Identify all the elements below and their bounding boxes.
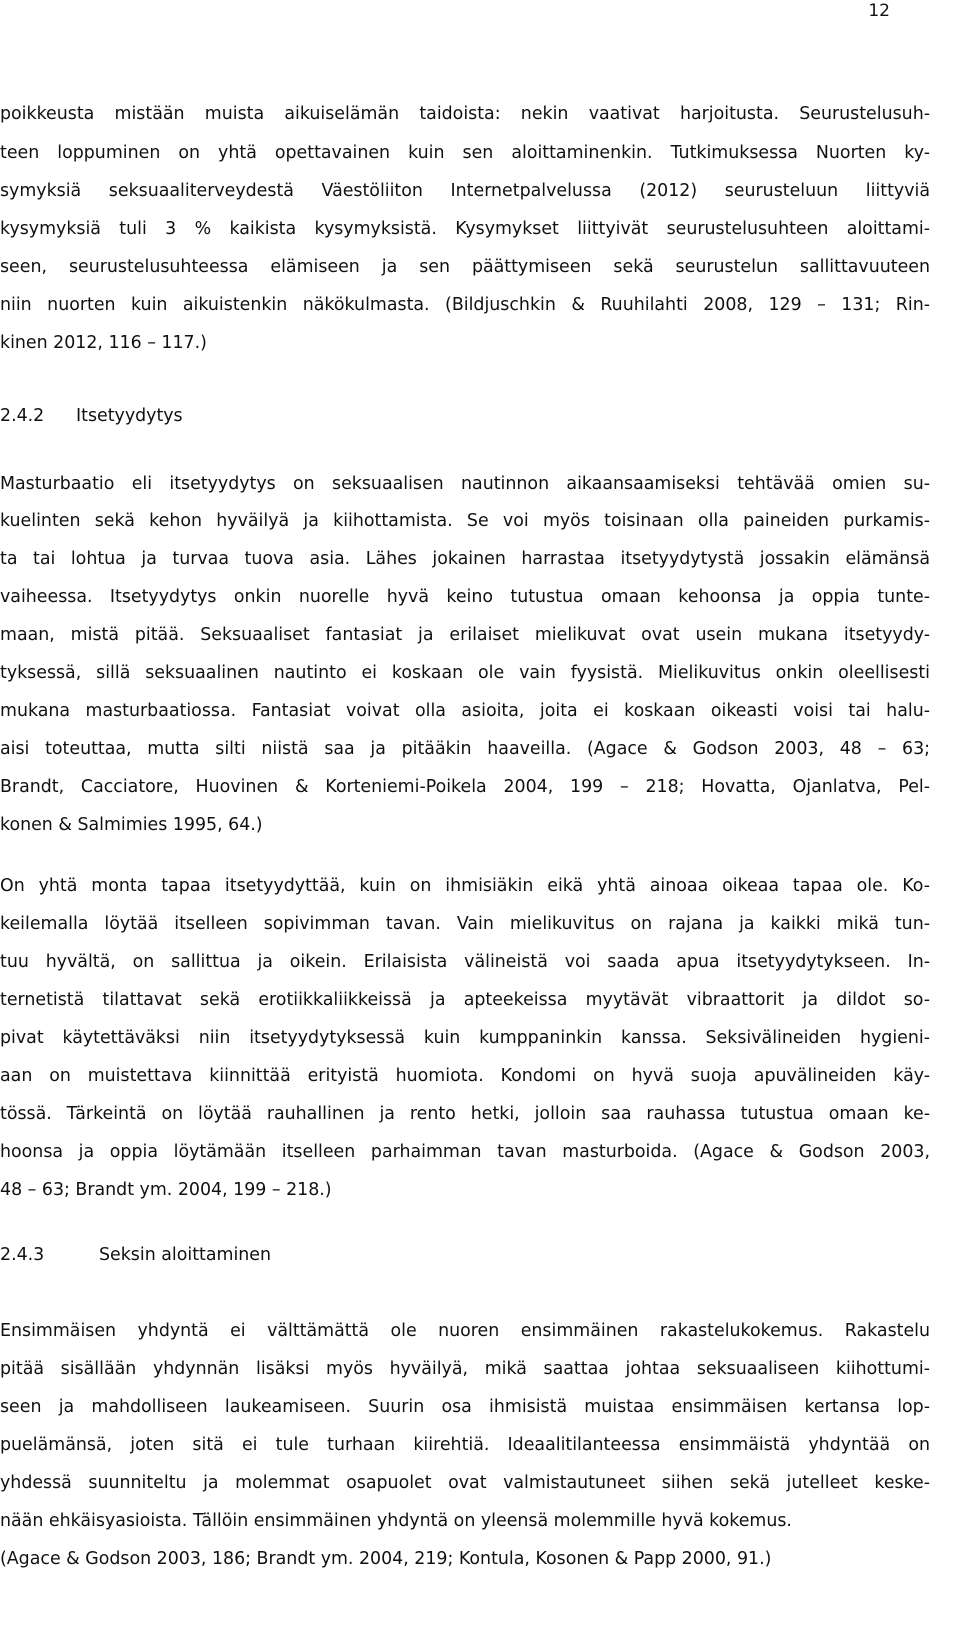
section-title: Seksin aloittaminen: [99, 1245, 272, 1265]
text-line: 48 – 63; Brandt ym. 2004, 199 – 218.): [0, 1180, 332, 1200]
text-line: seen, seurustelusuhteessa elämiseen ja sen päättymiseen sekä seurustelun sallittavuuteen: [0, 257, 930, 277]
text-line: konen & Salmimies 1995, 64.): [0, 815, 263, 835]
text-line: mukana masturbaatiossa. Fantasiat voivat olla asioita, joita ei koskaan oikeasti voisi tai halu-: [0, 701, 930, 721]
text-line: On yhtä monta tapaa itsetyydyttää, kuin on ihmisiäkin eikä yhtä ainoaa oikeaa tapaa ole. Ko-: [0, 876, 930, 896]
section-heading-2-4-2: [0, 398, 183, 434]
page-number: 12: [868, 1, 890, 21]
text-line: Masturbaatio eli itsetyydytys on seksuaalisen nautinnon aikaansaamiseksi tehtävää omien su-: [0, 474, 930, 494]
text-line: Ensimmäisen yhdyntä ei välttämättä ole nuoren ensimmäinen rakastelukokemus. Rakastelu: [0, 1321, 930, 1341]
text-line: puelämänsä, joten sitä ei tule turhaan kiirehtiä. Ideaalitilanteessa ensimmäistä yhdyntää on: [0, 1435, 930, 1455]
section-number: 2.4.2: [0, 406, 45, 426]
text-line: teen loppuminen on yhtä opettavainen kuin sen aloittaminenkin. Tutkimuksessa Nuorten ky-: [0, 143, 930, 163]
section-heading-2-4-3: [0, 1237, 271, 1273]
text-line: hoonsa ja oppia löytämään itselleen parhaimman tavan masturboida. (Agace & Godson 2003,: [0, 1142, 930, 1162]
text-line: niin nuorten kuin aikuistenkin näkökulmasta. (Bildjuschkin & Ruuhilahti 2008, 129 – 131; Rin-: [0, 295, 930, 315]
section-number: 2.4.3: [0, 1245, 45, 1265]
text-line: symyksiä seksuaaliterveydestä Väestöliiton Internetpalvelussa (2012) seurusteluun liittyviä: [0, 181, 930, 201]
text-line: aisi toteuttaa, mutta silti niistä saa ja pitääkin haaveilla. (Agace & Godson 2003, 48 – 63;: [0, 739, 930, 759]
text-line: keilemalla löytää itselleen sopivimman tavan. Vain mielikuvitus on rajana ja kaikki mikä tun-: [0, 914, 930, 934]
text-line: Brandt, Cacciatore, Huovinen & Korteniemi-Poikela 2004, 199 – 218; Hovatta, Ojanlatva, Pel-: [0, 777, 930, 797]
text-line: ternetistä tilattavat sekä erotiikkaliikkeissä ja apteekeissa myytävät vibraattorit ja dildot so-: [0, 990, 930, 1010]
text-line: pivat käytettäväksi niin itsetyydytyksessä kuin kumppaninkin kanssa. Seksivälineiden hygieni-: [0, 1028, 930, 1048]
text-line: ta tai lohtua ja turvaa tuova asia. Lähes jokainen harrastaa itsetyydytystä jossakin elämänsä: [0, 549, 930, 569]
section-title: Itsetyydytys: [76, 406, 183, 426]
text-line: maan, mistä pitää. Seksuaaliset fantasiat ja erilaiset mielikuvat ovat usein mukana itsetyydy-: [0, 625, 930, 645]
text-line: (Agace & Godson 2003, 186; Brandt ym. 2004, 219; Kontula, Kosonen & Papp 2000, 91.): [0, 1549, 772, 1569]
text-line: tössä. Tärkeintä on löytää rauhallinen ja rento hetki, jolloin saa rauhassa tutustua omaan ke-: [0, 1104, 930, 1124]
text-line: aan on muistettava kiinnittää erityistä huomiota. Kondomi on hyvä suoja apuvälineiden käy-: [0, 1066, 930, 1086]
text-line: kinen 2012, 116 – 117.): [0, 333, 207, 353]
text-line: tuu hyvältä, on sallittua ja oikein. Erilaisista välineistä voi saada apua itsetyydytykseen. In-: [0, 952, 930, 972]
text-line: kysymyksiä tuli 3 % kaikista kysymyksistä. Kysymykset liittyivät seurustelusuhteen aloittami-: [0, 219, 930, 239]
text-line: poikkeusta mistään muista aikuiselämän taidoista: nekin vaativat harjoitusta. Seurustelusuh-: [0, 104, 930, 124]
text-line: yhdessä suunniteltu ja molemmat osapuolet ovat valmistautuneet siihen sekä jutelleet keske-: [0, 1473, 930, 1493]
text-line: seen ja mahdolliseen laukeamiseen. Suurin osa ihmisistä muistaa ensimmäisen kertansa lop-: [0, 1397, 930, 1417]
text-line: kuelinten sekä kehon hyväilyä ja kiihottamista. Se voi myös toisinaan olla paineiden purkamis-: [0, 511, 930, 531]
text-line: vaiheessa. Itsetyydytys onkin nuorelle hyvä keino tutustua omaan kehoonsa ja oppia tunte-: [0, 587, 930, 607]
text-line: pitää sisällään yhdynnän lisäksi myös hyväilyä, mikä saattaa johtaa seksuaaliseen kiihottumi-: [0, 1359, 930, 1379]
text-line: tyksessä, sillä seksuaalinen nautinto ei koskaan ole vain fyysistä. Mielikuvitus onkin oleellisesti: [0, 663, 930, 683]
text-line: nään ehkäisyasioista. Tällöin ensimmäinen yhdyntä on yleensä molemmille hyvä kokemus.: [0, 1511, 792, 1531]
